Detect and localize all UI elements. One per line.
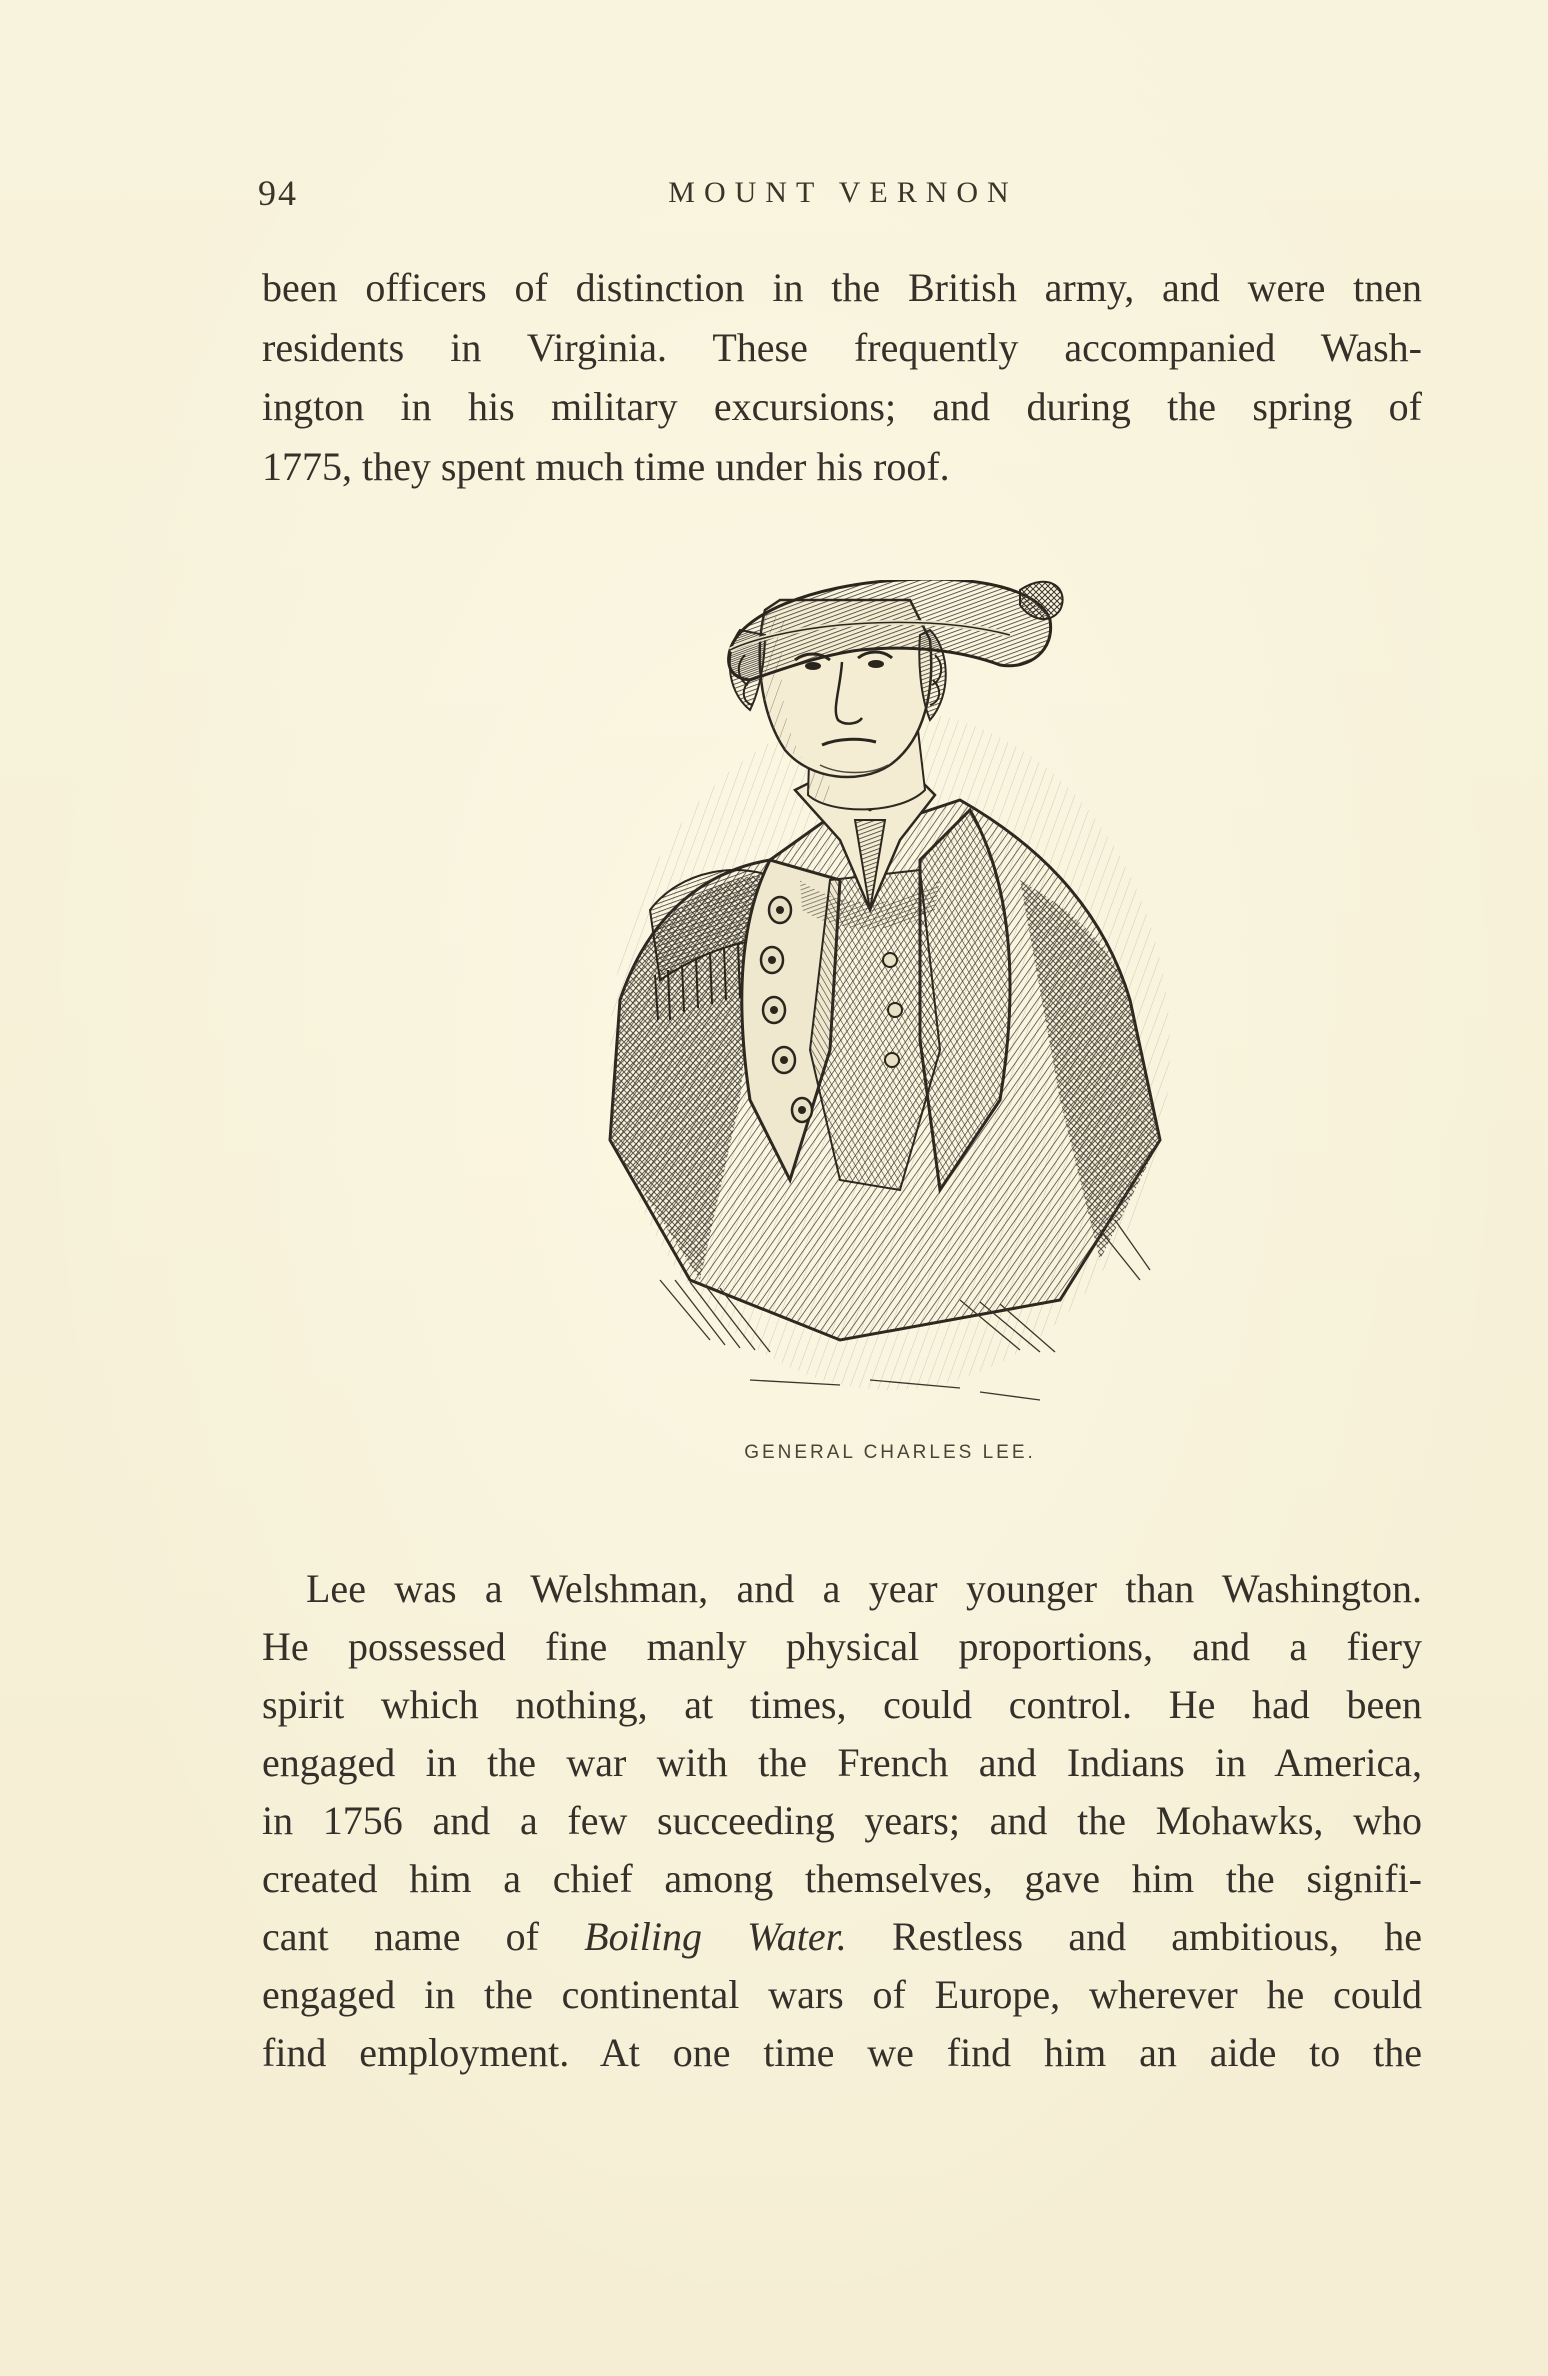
text-line-with-italic: [262, 1908, 1422, 1966]
text-line: in 1756 and a few succeeding years; and the Mohawks, who: [262, 1798, 1422, 1843]
text-segment: Restless and ambitious, he: [846, 1914, 1422, 1959]
text-line: engaged in the continental wars of Europe, wherever he could: [262, 1972, 1422, 2017]
text-line: 1775, they spent much time under his roof.: [262, 443, 950, 489]
figure-caption: GENERAL CHARLES LEE.: [744, 1442, 1036, 1463]
text-line: spirit which nothing, at times, could control. He had been: [262, 1682, 1422, 1727]
text-line: ington in his military excursions; and during the spring of: [262, 384, 1422, 429]
text-segment: cant name of: [262, 1914, 585, 1959]
text-line: find employment. At one time we find him an aide to the: [262, 2030, 1422, 2075]
text-line: engaged in the war with the French and Indians in America,: [262, 1740, 1422, 1785]
text-line: created him a chief among themselves, gave him the signifi-: [262, 1856, 1422, 1901]
paragraph-1: [262, 258, 1422, 496]
page-number: 94: [258, 173, 298, 213]
portrait-figure: [540, 580, 1240, 1463]
running-head: [258, 172, 1428, 222]
paragraph-2: [262, 1560, 1422, 2082]
text-line: He possessed fine manly physical proportions, and a fiery: [262, 1624, 1422, 1669]
text-line: been officers of distinction in the British army, and were tnen: [262, 265, 1422, 310]
portrait-engraving: [540, 580, 1240, 1440]
text-line: Lee was a Welshman, and a year younger than Washington.: [306, 1566, 1422, 1611]
text-line: residents in Virginia. These frequently accompanied Wash-: [262, 324, 1422, 370]
running-title: MOUNT VERNON: [668, 176, 1018, 209]
italic-term: Boiling Water.: [584, 1914, 847, 1959]
